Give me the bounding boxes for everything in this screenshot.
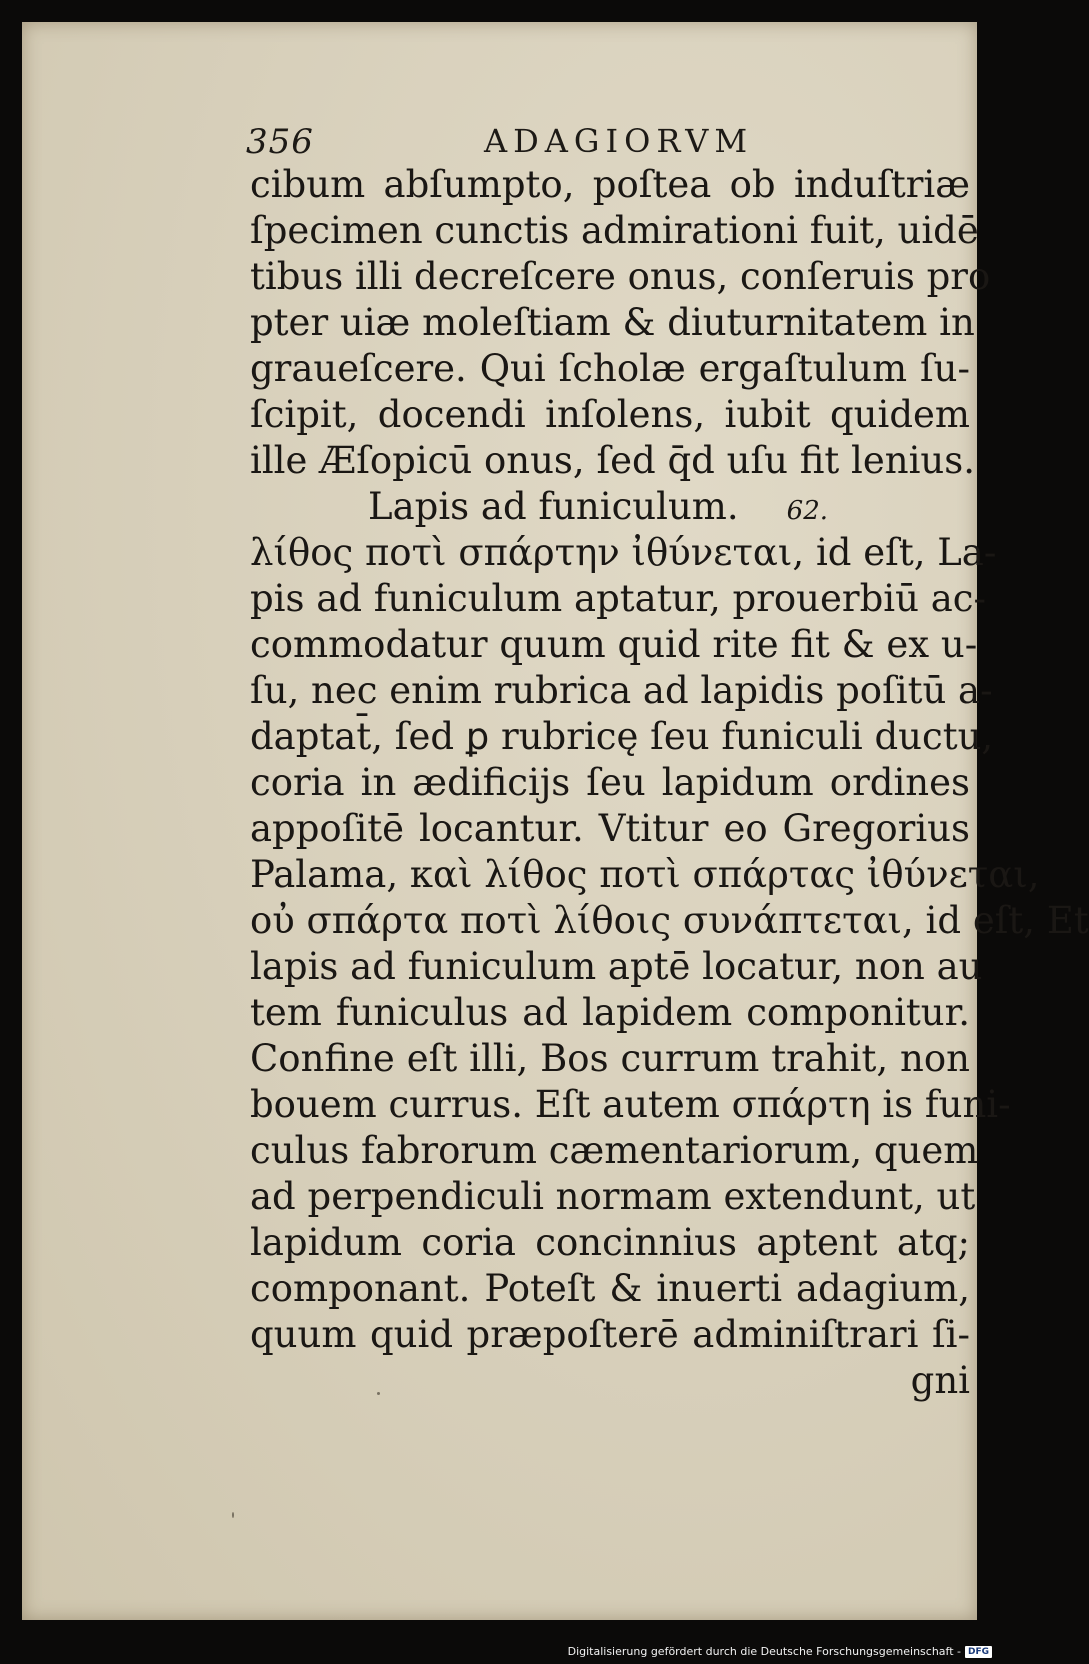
credit-text: Digitalisierung gefördert durch die Deutsche Forschungsgemeinschaft - (567, 1645, 961, 1658)
text-line: graueſcere. Qui ſcholæ ergaſtulum ſu- (250, 347, 970, 390)
text-line: ſu, nec enim rubrica ad lapidis poſitū a- (250, 669, 993, 712)
text-line: Confine eſt illi, Bos currum trahit, non (250, 1037, 970, 1080)
page-number: 356 (246, 122, 314, 162)
text-line: appoſitē locantur. Vtitur eo Gregorius (250, 807, 970, 850)
adage-heading (250, 484, 970, 530)
text-line: quum quid præpoſterē adminiſtrari ſi- (250, 1313, 970, 1356)
text-line: tem funiculus ad lapidem componitur. (250, 991, 970, 1034)
book-page (22, 22, 1089, 1620)
text-line: lapidum coria concinnius aptent atq; (250, 1221, 970, 1264)
text-line: lapis ad funiculum aptē locatur, non au (250, 945, 983, 988)
text-line: ſpecimen cunctis admirationi fuit, uidē (250, 209, 979, 252)
text-line: tibus illi decreſcere onus, conſeruis pro (250, 255, 991, 298)
text-line: culus fabrorum cæmentariorum, quem (250, 1129, 979, 1172)
text-line: coria in ædificijs ſeu lapidum ordines (250, 761, 970, 804)
paper-speck (232, 1512, 234, 1518)
dfg-logo: DFG (965, 1646, 992, 1658)
running-head: ADAGIORVM (484, 122, 754, 160)
text-line: οὐ σπάρτα ποτὶ λίθοις συνάπτεται, id eſt, Et (250, 899, 1089, 942)
text-line: ad perpendiculi normam extendunt, ut (250, 1175, 976, 1218)
paper-speck (377, 1392, 380, 1395)
digitization-credit (568, 1645, 992, 1658)
text-line: bouem currus. Eſt autem σπάρτη is funi- (250, 1083, 1011, 1126)
text-line: pis ad funiculum aptatur, prouerbiū ac- (250, 577, 986, 620)
text-line: commodatur quum quid rite fit & ex u- (250, 623, 978, 666)
text-line: Palama, καὶ λίθος ποτὶ σπάρτας ἰθύνεται, (250, 853, 1040, 896)
text-block (250, 162, 1089, 1404)
text-line: λίθος ποτὶ σπάρτην ἰθύνεται, id eſt, La- (250, 531, 997, 574)
text-line: pter uiæ moleſtiam & diuturnitatem in (250, 301, 975, 344)
adage-number: 62. (786, 496, 829, 526)
text-line: daptat̄, ſed ꝑ rubricę ſeu funiculi ductu, (250, 715, 994, 758)
text-line: ſcipit, docendi inſolens, iubit quidem (250, 393, 970, 436)
text-line: ille Æſopicū onus, ſed q̄d uſu fit lenius. (250, 439, 976, 482)
text-line: componant. Poteſt & inuerti adagium, (250, 1267, 970, 1310)
catchword: gni (910, 1359, 970, 1402)
adage-title: Lapis ad funiculum. (368, 485, 739, 528)
text-line: cibum abſumpto, poſtea ob induſtriæ (250, 163, 970, 206)
